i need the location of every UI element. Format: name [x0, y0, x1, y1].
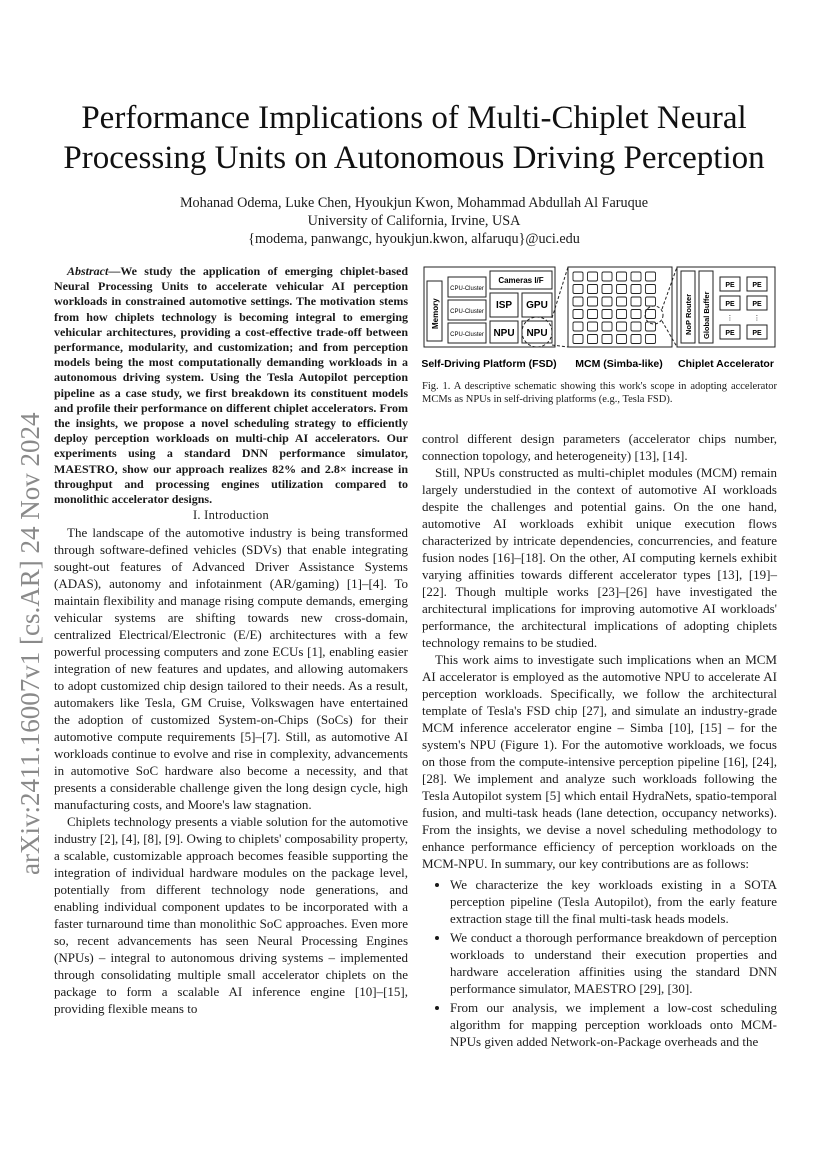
arxiv-id-text: arXiv:2411.16007v1 [cs.AR] 24 Nov 2024	[15, 412, 44, 875]
cpu-cluster-3-label: CPU-Cluster	[450, 332, 484, 338]
arxiv-identifier	[14, 270, 44, 880]
mcm-chiplet	[588, 285, 598, 294]
mcm-chiplet	[588, 322, 598, 331]
mcm-chiplet	[617, 310, 627, 319]
ellipsis-vertical: ⋮	[753, 315, 761, 322]
mcm-chiplet	[646, 297, 656, 306]
zoom-line-1	[552, 267, 568, 318]
mcm-caption-label: MCM (Simba-like)	[575, 358, 663, 370]
figure-1-schematic	[422, 263, 779, 373]
isp-label: ISP	[495, 300, 513, 311]
contribution-item-2: • We conduct a thorough performance breakdown of perception workloads to understand their execution properties and hardware acceleration affinities using the standard DNN performance simulator, MAESTRO [29], [30].	[450, 929, 777, 997]
right-paragraph-1: control different design parameters (accelerator chips number, connection topology, and heterogeneity) [13], [14].	[422, 431, 777, 463]
pe-array	[720, 277, 767, 339]
author-block	[40, 194, 788, 248]
mcm-chiplet	[646, 310, 656, 319]
right-paragraph-2: Still, NPUs constructed as multi-chiplet modules (MCM) remain largely understudied in the context of automotive AI workloads despite the challenges and potential gains. On the one hand, automotive AI workloads exhibit unique execution flows characterized by intricate dependencies, concurrencies, and feature fusion nodes [16]–[18]. On the other, AI computing kernels exhibit varying affinities towards different accelerator types [13], [19]–[22]. Though multiple works [23]–[26] have investigated the architectural implications for improving automotive AI workloads' performance, the architectural implications of adopting chiplets technology remains to be studied.	[422, 465, 777, 650]
mcm-chiplet	[617, 335, 627, 344]
mcm-chiplet	[646, 285, 656, 294]
mcm-chiplet	[631, 310, 641, 319]
abstract-text: —We study the application of emerging chiplet-based Neural Processing Units to accelerate vehicular AI perception workloads in constrained automotive settings. The motivation stems from how chiplets technology is becoming integral to emerging vehicular architectures, providing a cost-effective trade-off between performance, modularity, and customization; and from perception models being the most computationally demanding workloads in a autonomous driving system. Using the Tesla Autopilot perception pipeline as a case study, we first breakdown its constituent models and profile their performance on different chiplet accelerators. From the insights, we propose a novel scheduling strategy to efficiently deploy perception workloads on multi-chip AI accelerators. Our experiments using a standard DNN performance simulator, MAESTRO, show our approach realizes 82% and 2.8× increase in throughput and processing engines utilization compared to monolithic accelerator designs.	[54, 264, 408, 507]
author-emails: {modema, panwangc, hyoukjun.kwon, alfaruqu}@uci.edu	[248, 231, 580, 247]
cpu-cluster-1-label: CPU-Cluster	[450, 286, 484, 292]
zoom-line-4	[662, 321, 677, 347]
fsd-caption-label: Self-Driving Platform (FSD)	[422, 358, 557, 370]
pe-label: PE	[752, 330, 762, 337]
pe-label: PE	[725, 301, 735, 308]
pe-label: PE	[725, 330, 735, 337]
title-line-1: Performance Implications of Multi-Chiplet Neural	[81, 100, 747, 136]
mcm-chiplet	[588, 310, 598, 319]
chiplet-caption-label: Chiplet Accelerator	[678, 358, 774, 370]
memory-label: Memory	[431, 298, 440, 329]
zoom-line-3	[662, 267, 677, 309]
mcm-chiplet	[588, 272, 598, 281]
mcm-chiplet	[573, 272, 583, 281]
mcm-chiplet	[573, 310, 583, 319]
cpu-cluster-2-label: CPU-Cluster	[450, 309, 484, 315]
contributions-list	[422, 876, 777, 1050]
global-buffer-label: Global Buffer	[702, 291, 711, 339]
mcm-chiplet	[602, 310, 612, 319]
right-paragraph-3: This work aims to investigate such implications when an MCM AI accelerator is employed as the automotive NPU to accelerate AI perception workloads. Specifically, we follow the architectural template of Tesla's FSD chip [27], and simulate an industry-grade MCM inference accelerator engine – Simba [10], [15] – for the system's NPU (Figure 1). For the automotive workloads, we focus on those from the compute-intensive perception pipeline [16], [24], [28]. We implement and analyze such workloads following the Tesla Autopilot system [5] which entail HydraNets, spatio-temporal fusion, and multi-task heads (lane detection, occupancy networks). From the insights, we devise a novel scheduling methodology to enhance performance efficiency of perception workloads on the MCM-NPU. In summary, our key contributions are as follows:	[422, 652, 777, 871]
mcm-chiplet	[646, 335, 656, 344]
npu-label-2: NPU	[526, 328, 548, 339]
left-column	[54, 264, 408, 1017]
cameras-if-label: Cameras I/F	[498, 276, 544, 285]
mcm-chiplet	[617, 322, 627, 331]
npu-label-1: NPU	[493, 328, 515, 339]
mcm-chiplet	[573, 285, 583, 294]
mcm-chiplet	[631, 272, 641, 281]
pe-label: PE	[752, 301, 762, 308]
mcm-chiplet	[617, 285, 627, 294]
right-column	[422, 430, 777, 1052]
intro-paragraph-2: Chiplets technology presents a viable solution for the automotive industry [2], [4], [8], [9]. Owing to chiplets' composability property, a scalable, customizable approach becomes feasible supporting the integration of individual hardware modules on the package level, potentially from different technology node generations, and enabling individual component updates to be incorporated with a faster turnaround time than monolithic SoC approaches. Even more so, recent advancements has seen Neural Processing Engines (NPUs) – integral to autonomous driving systems – implemented through consolidating multiple small accelerator chiplets on the package to form a scalable AI inference engine [10]–[15], providing flexible means to	[54, 814, 408, 1017]
paper-title	[40, 98, 788, 178]
title-line-2: Processing Units on Autonomous Driving Perception	[63, 140, 765, 176]
mcm-chiplet	[646, 272, 656, 281]
pe-label: PE	[725, 282, 735, 289]
gpu-label: GPU	[526, 300, 548, 311]
mcm-chiplet	[573, 335, 583, 344]
contribution-item-3: • From our analysis, we implement a low-cost scheduling algorithm for mapping perception workloads onto MCM-NPUs given added Network-on-Package overheads and the	[450, 999, 777, 1050]
figure-1-caption: Fig. 1. A descriptive schematic showing this work's scope in adopting accelerator MCMs as NPUs in self-driving platforms (e.g., Tesla FSD).	[422, 381, 777, 406]
section-heading-introduction: I. Introduction	[192, 508, 270, 523]
mcm-chiplet	[602, 322, 612, 331]
mcm-chiplet	[617, 272, 627, 281]
author-names: Mohanad Odema, Luke Chen, Hyoukjun Kwon, Mohammad Abdullah Al Faruque	[179, 195, 649, 211]
contribution-item-1: • We characterize the key workloads existing in a SOTA perception pipeline (Tesla Autopilot), from the early feature extraction stage till the final multi-task heads models.	[450, 876, 777, 927]
mcm-chiplet-grid	[573, 272, 656, 344]
mcm-chiplet	[631, 297, 641, 306]
mcm-chiplet	[602, 272, 612, 281]
mcm-chiplet	[617, 297, 627, 306]
mcm-chiplet	[602, 285, 612, 294]
mcm-chiplet	[573, 297, 583, 306]
mcm-chiplet	[631, 285, 641, 294]
figure-1-svg	[422, 263, 779, 373]
abstract	[54, 264, 408, 507]
mcm-chiplet	[573, 322, 583, 331]
ellipsis-vertical: ⋮	[726, 315, 734, 322]
mcm-chiplet	[631, 335, 641, 344]
abstract-label: Abstract	[67, 264, 109, 278]
pe-label: PE	[752, 282, 762, 289]
arxiv-stamp	[14, 270, 44, 880]
mcm-chiplet	[602, 335, 612, 344]
mcm-chiplet	[631, 322, 641, 331]
mcm-chiplet	[588, 335, 598, 344]
mcm-chiplet	[588, 297, 598, 306]
mcm-chiplet	[602, 297, 612, 306]
nop-router-label: NoP Router	[684, 293, 693, 335]
affiliation: University of California, Irvine, USA	[307, 213, 521, 229]
intro-paragraph-1: The landscape of the automotive industry is being transformed through software-defined vehicles (SDVs) that enable integrating sought-out features of Advanced Driver Assistance Systems (ADAS), autonomy and infotainment (AR/gaming) [1]–[4]. To maintain flexibility and manage rising compute demands, emerging vehicular systems are shifting towards new cross-domain, centralized Electrical/Electronic (E/E) architectures with a few powerful processing computers and zone ECUs [1], enabling easier integration of new features and updates, and allowing automakers to adopt customized chip design tailored to their needs. As a result, automakers like Tesla, GM Cruise, Volkswagen have entertained the adoption of customized System-on-Chips (SoCs) for their automotive compute requirements [5]–[7]. Still, as automotive AI workloads continue to evolve and rise in complexity, advancements in automotive SoC hardware also become a necessity, and that presents a considerable challenge given the long design cycle, high manufacturing costs, and Moore's law stagnation.	[54, 525, 408, 813]
